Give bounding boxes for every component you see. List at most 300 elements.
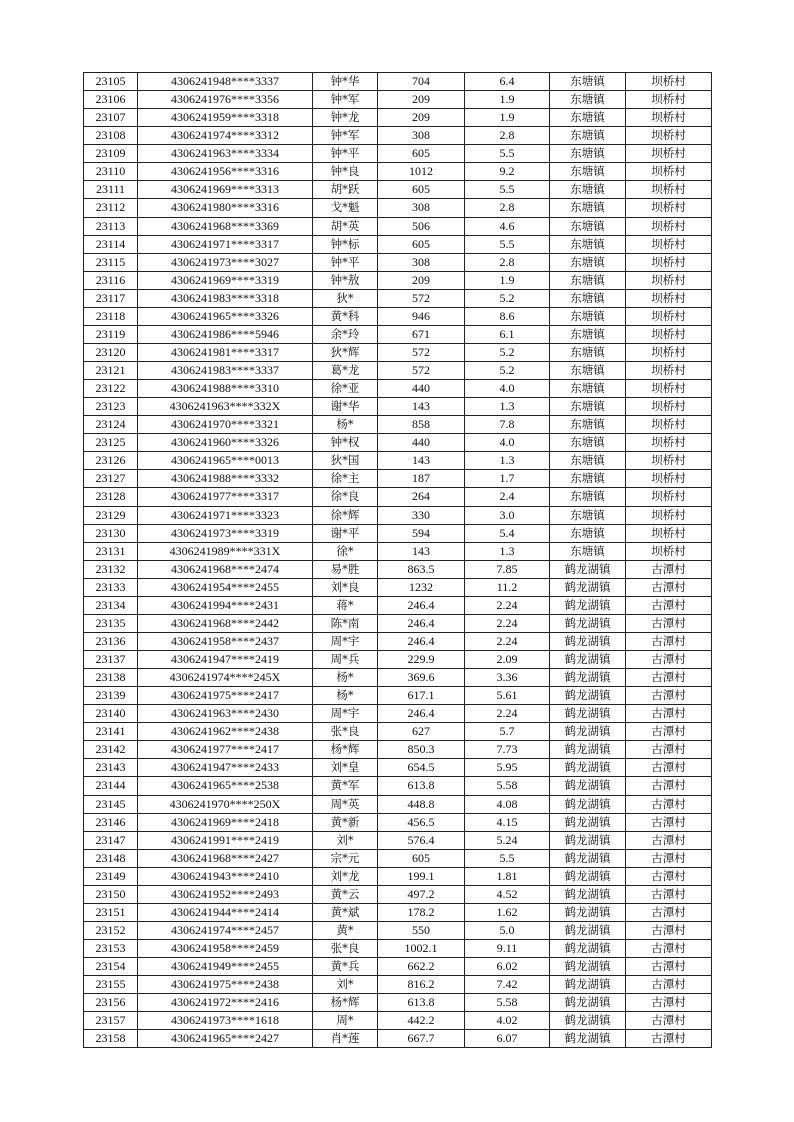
village-cell: 古潭村 bbox=[626, 831, 712, 849]
table-row bbox=[84, 127, 712, 145]
serial-number-cell: 23124 bbox=[84, 416, 138, 434]
name-cell: 周*宇 bbox=[313, 705, 378, 723]
id-number-cell: 4306241960****3326 bbox=[138, 434, 313, 452]
area-cell: 1.81 bbox=[465, 867, 550, 885]
name-cell: 刘* bbox=[313, 976, 378, 994]
town-cell: 鹤龙湖镇 bbox=[550, 921, 626, 939]
table-row bbox=[84, 181, 712, 199]
serial-number-cell: 23130 bbox=[84, 524, 138, 542]
area-cell: 8.6 bbox=[465, 307, 550, 325]
serial-number-cell: 23133 bbox=[84, 578, 138, 596]
area-cell: 2.24 bbox=[465, 705, 550, 723]
name-cell: 黄*科 bbox=[313, 307, 378, 325]
id-number-cell: 4306241968****2442 bbox=[138, 614, 313, 632]
table-row bbox=[84, 235, 712, 253]
id-number-cell: 4306241958****2437 bbox=[138, 632, 313, 650]
serial-number-cell: 23158 bbox=[84, 1030, 138, 1048]
table-row bbox=[84, 542, 712, 560]
serial-number-cell: 23127 bbox=[84, 470, 138, 488]
village-cell: 坝桥村 bbox=[626, 109, 712, 127]
area-cell: 5.24 bbox=[465, 831, 550, 849]
town-cell: 东塘镇 bbox=[550, 181, 626, 199]
amount-cell: 229.9 bbox=[378, 651, 465, 669]
id-number-cell: 4306241968****2427 bbox=[138, 849, 313, 867]
table-row bbox=[84, 759, 712, 777]
serial-number-cell: 23146 bbox=[84, 813, 138, 831]
area-cell: 1.9 bbox=[465, 109, 550, 127]
area-cell: 5.4 bbox=[465, 524, 550, 542]
name-cell: 钟*军 bbox=[313, 91, 378, 109]
serial-number-cell: 23153 bbox=[84, 940, 138, 958]
town-cell: 鹤龙湖镇 bbox=[550, 560, 626, 578]
id-number-cell: 4306241962****2438 bbox=[138, 723, 313, 741]
town-cell: 鹤龙湖镇 bbox=[550, 994, 626, 1012]
village-cell: 古潭村 bbox=[626, 741, 712, 759]
serial-number-cell: 23108 bbox=[84, 127, 138, 145]
town-cell: 鹤龙湖镇 bbox=[550, 813, 626, 831]
village-cell: 坝桥村 bbox=[626, 434, 712, 452]
town-cell: 东塘镇 bbox=[550, 235, 626, 253]
village-cell: 坝桥村 bbox=[626, 398, 712, 416]
area-cell: 5.58 bbox=[465, 994, 550, 1012]
serial-number-cell: 23135 bbox=[84, 614, 138, 632]
id-number-cell: 4306241954****2455 bbox=[138, 578, 313, 596]
name-cell: 杨* bbox=[313, 416, 378, 434]
id-number-cell: 4306241947****2419 bbox=[138, 651, 313, 669]
village-cell: 古潭村 bbox=[626, 651, 712, 669]
village-cell: 古潭村 bbox=[626, 560, 712, 578]
id-number-cell: 4306241943****2410 bbox=[138, 867, 313, 885]
id-number-cell: 4306241988****3332 bbox=[138, 470, 313, 488]
id-number-cell: 4306241973****3027 bbox=[138, 253, 313, 271]
table-row bbox=[84, 163, 712, 181]
town-cell: 东塘镇 bbox=[550, 91, 626, 109]
town-cell: 鹤龙湖镇 bbox=[550, 687, 626, 705]
serial-number-cell: 23132 bbox=[84, 560, 138, 578]
id-number-cell: 4306241968****3369 bbox=[138, 217, 313, 235]
amount-cell: 308 bbox=[378, 127, 465, 145]
village-cell: 古潭村 bbox=[626, 849, 712, 867]
name-cell: 宗*元 bbox=[313, 849, 378, 867]
name-cell: 徐*良 bbox=[313, 488, 378, 506]
village-cell: 古潭村 bbox=[626, 614, 712, 632]
serial-number-cell: 23128 bbox=[84, 488, 138, 506]
serial-number-cell: 23122 bbox=[84, 380, 138, 398]
table-row bbox=[84, 958, 712, 976]
table-row bbox=[84, 741, 712, 759]
amount-cell: 308 bbox=[378, 199, 465, 217]
table-row bbox=[84, 253, 712, 271]
village-cell: 坝桥村 bbox=[626, 362, 712, 380]
id-number-cell: 4306241944****2414 bbox=[138, 903, 313, 921]
id-number-cell: 4306241970****3321 bbox=[138, 416, 313, 434]
town-cell: 东塘镇 bbox=[550, 325, 626, 343]
table-row bbox=[84, 199, 712, 217]
table-row bbox=[84, 488, 712, 506]
id-number-cell: 4306241969****2418 bbox=[138, 813, 313, 831]
serial-number-cell: 23138 bbox=[84, 669, 138, 687]
id-number-cell: 4306241973****1618 bbox=[138, 1012, 313, 1030]
area-cell: 4.08 bbox=[465, 795, 550, 813]
town-cell: 东塘镇 bbox=[550, 163, 626, 181]
area-cell: 2.8 bbox=[465, 199, 550, 217]
name-cell: 周* bbox=[313, 1012, 378, 1030]
area-cell: 1.9 bbox=[465, 91, 550, 109]
amount-cell: 550 bbox=[378, 921, 465, 939]
serial-number-cell: 23145 bbox=[84, 795, 138, 813]
table-row bbox=[84, 795, 712, 813]
serial-number-cell: 23143 bbox=[84, 759, 138, 777]
amount-cell: 704 bbox=[378, 73, 465, 91]
serial-number-cell: 23125 bbox=[84, 434, 138, 452]
area-cell: 7.73 bbox=[465, 741, 550, 759]
name-cell: 陈*南 bbox=[313, 614, 378, 632]
serial-number-cell: 23111 bbox=[84, 181, 138, 199]
amount-cell: 442.2 bbox=[378, 1012, 465, 1030]
amount-cell: 209 bbox=[378, 109, 465, 127]
name-cell: 黄*新 bbox=[313, 813, 378, 831]
records-table-body bbox=[84, 73, 712, 1048]
town-cell: 鹤龙湖镇 bbox=[550, 723, 626, 741]
id-number-cell: 4306241977****2417 bbox=[138, 741, 313, 759]
town-cell: 东塘镇 bbox=[550, 452, 626, 470]
village-cell: 古潭村 bbox=[626, 669, 712, 687]
name-cell: 张*良 bbox=[313, 723, 378, 741]
table-row bbox=[84, 651, 712, 669]
area-cell: 4.15 bbox=[465, 813, 550, 831]
town-cell: 鹤龙湖镇 bbox=[550, 705, 626, 723]
amount-cell: 572 bbox=[378, 343, 465, 361]
amount-cell: 613.8 bbox=[378, 777, 465, 795]
table-row bbox=[84, 307, 712, 325]
name-cell: 钟*华 bbox=[313, 73, 378, 91]
amount-cell: 576.4 bbox=[378, 831, 465, 849]
town-cell: 东塘镇 bbox=[550, 380, 626, 398]
town-cell: 鹤龙湖镇 bbox=[550, 651, 626, 669]
name-cell: 黄*兵 bbox=[313, 958, 378, 976]
table-row bbox=[84, 109, 712, 127]
town-cell: 鹤龙湖镇 bbox=[550, 795, 626, 813]
table-row bbox=[84, 434, 712, 452]
table-row bbox=[84, 560, 712, 578]
amount-cell: 246.4 bbox=[378, 614, 465, 632]
amount-cell: 1232 bbox=[378, 578, 465, 596]
id-number-cell: 4306241965****2538 bbox=[138, 777, 313, 795]
table-row bbox=[84, 578, 712, 596]
village-cell: 坝桥村 bbox=[626, 289, 712, 307]
name-cell: 易*胜 bbox=[313, 560, 378, 578]
town-cell: 东塘镇 bbox=[550, 343, 626, 361]
area-cell: 2.24 bbox=[465, 632, 550, 650]
name-cell: 杨*辉 bbox=[313, 741, 378, 759]
area-cell: 5.2 bbox=[465, 362, 550, 380]
area-cell: 1.9 bbox=[465, 271, 550, 289]
amount-cell: 627 bbox=[378, 723, 465, 741]
amount-cell: 572 bbox=[378, 362, 465, 380]
serial-number-cell: 23141 bbox=[84, 723, 138, 741]
village-cell: 古潭村 bbox=[626, 940, 712, 958]
amount-cell: 662.2 bbox=[378, 958, 465, 976]
town-cell: 鹤龙湖镇 bbox=[550, 885, 626, 903]
name-cell: 肖*莲 bbox=[313, 1030, 378, 1048]
serial-number-cell: 23116 bbox=[84, 271, 138, 289]
amount-cell: 863.5 bbox=[378, 560, 465, 578]
town-cell: 东塘镇 bbox=[550, 416, 626, 434]
village-cell: 古潭村 bbox=[626, 777, 712, 795]
area-cell: 9.2 bbox=[465, 163, 550, 181]
village-cell: 坝桥村 bbox=[626, 307, 712, 325]
amount-cell: 178.2 bbox=[378, 903, 465, 921]
village-cell: 坝桥村 bbox=[626, 73, 712, 91]
serial-number-cell: 23118 bbox=[84, 307, 138, 325]
village-cell: 古潭村 bbox=[626, 921, 712, 939]
amount-cell: 671 bbox=[378, 325, 465, 343]
town-cell: 东塘镇 bbox=[550, 289, 626, 307]
village-cell: 古潭村 bbox=[626, 759, 712, 777]
village-cell: 坝桥村 bbox=[626, 199, 712, 217]
name-cell: 杨* bbox=[313, 687, 378, 705]
table-row bbox=[84, 614, 712, 632]
table-row bbox=[84, 343, 712, 361]
name-cell: 周*兵 bbox=[313, 651, 378, 669]
serial-number-cell: 23156 bbox=[84, 994, 138, 1012]
area-cell: 5.5 bbox=[465, 849, 550, 867]
village-cell: 坝桥村 bbox=[626, 506, 712, 524]
town-cell: 鹤龙湖镇 bbox=[550, 976, 626, 994]
name-cell: 葛*龙 bbox=[313, 362, 378, 380]
town-cell: 东塘镇 bbox=[550, 506, 626, 524]
village-cell: 坝桥村 bbox=[626, 343, 712, 361]
table-row bbox=[84, 831, 712, 849]
name-cell: 钟*敖 bbox=[313, 271, 378, 289]
area-cell: 1.62 bbox=[465, 903, 550, 921]
id-number-cell: 4306241989****331X bbox=[138, 542, 313, 560]
area-cell: 5.7 bbox=[465, 723, 550, 741]
town-cell: 鹤龙湖镇 bbox=[550, 831, 626, 849]
table-row bbox=[84, 470, 712, 488]
town-cell: 鹤龙湖镇 bbox=[550, 777, 626, 795]
id-number-cell: 4306241974****245X bbox=[138, 669, 313, 687]
table-row bbox=[84, 416, 712, 434]
name-cell: 刘*皇 bbox=[313, 759, 378, 777]
id-number-cell: 4306241948****3337 bbox=[138, 73, 313, 91]
table-row bbox=[84, 669, 712, 687]
town-cell: 鹤龙湖镇 bbox=[550, 867, 626, 885]
serial-number-cell: 23113 bbox=[84, 217, 138, 235]
amount-cell: 617.1 bbox=[378, 687, 465, 705]
id-number-cell: 4306241975****2417 bbox=[138, 687, 313, 705]
town-cell: 鹤龙湖镇 bbox=[550, 849, 626, 867]
amount-cell: 594 bbox=[378, 524, 465, 542]
area-cell: 3.36 bbox=[465, 669, 550, 687]
serial-number-cell: 23136 bbox=[84, 632, 138, 650]
serial-number-cell: 23139 bbox=[84, 687, 138, 705]
id-number-cell: 4306241994****2431 bbox=[138, 596, 313, 614]
table-row bbox=[84, 940, 712, 958]
table-row bbox=[84, 596, 712, 614]
name-cell: 周*英 bbox=[313, 795, 378, 813]
table-row bbox=[84, 867, 712, 885]
amount-cell: 506 bbox=[378, 217, 465, 235]
id-number-cell: 4306241959****3318 bbox=[138, 109, 313, 127]
table-row bbox=[84, 145, 712, 163]
town-cell: 东塘镇 bbox=[550, 362, 626, 380]
table-row bbox=[84, 380, 712, 398]
village-cell: 坝桥村 bbox=[626, 542, 712, 560]
village-cell: 古潭村 bbox=[626, 958, 712, 976]
id-number-cell: 4306241968****2474 bbox=[138, 560, 313, 578]
id-number-cell: 4306241991****2419 bbox=[138, 831, 313, 849]
serial-number-cell: 23148 bbox=[84, 849, 138, 867]
amount-cell: 246.4 bbox=[378, 596, 465, 614]
village-cell: 古潭村 bbox=[626, 596, 712, 614]
town-cell: 东塘镇 bbox=[550, 145, 626, 163]
name-cell: 周*宇 bbox=[313, 632, 378, 650]
village-cell: 坝桥村 bbox=[626, 524, 712, 542]
village-cell: 坝桥村 bbox=[626, 127, 712, 145]
town-cell: 东塘镇 bbox=[550, 524, 626, 542]
area-cell: 6.07 bbox=[465, 1030, 550, 1048]
id-number-cell: 4306241974****3312 bbox=[138, 127, 313, 145]
town-cell: 鹤龙湖镇 bbox=[550, 741, 626, 759]
serial-number-cell: 23129 bbox=[84, 506, 138, 524]
town-cell: 东塘镇 bbox=[550, 73, 626, 91]
town-cell: 东塘镇 bbox=[550, 434, 626, 452]
amount-cell: 143 bbox=[378, 542, 465, 560]
area-cell: 1.7 bbox=[465, 470, 550, 488]
name-cell: 徐* bbox=[313, 542, 378, 560]
serial-number-cell: 23109 bbox=[84, 145, 138, 163]
table-row bbox=[84, 506, 712, 524]
amount-cell: 654.5 bbox=[378, 759, 465, 777]
area-cell: 9.11 bbox=[465, 940, 550, 958]
id-number-cell: 4306241980****3316 bbox=[138, 199, 313, 217]
id-number-cell: 4306241988****3310 bbox=[138, 380, 313, 398]
area-cell: 5.5 bbox=[465, 145, 550, 163]
area-cell: 7.42 bbox=[465, 976, 550, 994]
village-cell: 古潭村 bbox=[626, 1012, 712, 1030]
village-cell: 古潭村 bbox=[626, 705, 712, 723]
village-cell: 古潭村 bbox=[626, 687, 712, 705]
table-row bbox=[84, 705, 712, 723]
amount-cell: 816.2 bbox=[378, 976, 465, 994]
id-number-cell: 4306241977****3317 bbox=[138, 488, 313, 506]
amount-cell: 209 bbox=[378, 271, 465, 289]
town-cell: 东塘镇 bbox=[550, 488, 626, 506]
serial-number-cell: 23117 bbox=[84, 289, 138, 307]
name-cell: 钟*龙 bbox=[313, 109, 378, 127]
town-cell: 东塘镇 bbox=[550, 199, 626, 217]
amount-cell: 946 bbox=[378, 307, 465, 325]
town-cell: 东塘镇 bbox=[550, 127, 626, 145]
town-cell: 鹤龙湖镇 bbox=[550, 759, 626, 777]
id-number-cell: 4306241969****3319 bbox=[138, 271, 313, 289]
name-cell: 钟*权 bbox=[313, 434, 378, 452]
area-cell: 7.8 bbox=[465, 416, 550, 434]
table-row bbox=[84, 976, 712, 994]
id-number-cell: 4306241972****2416 bbox=[138, 994, 313, 1012]
id-number-cell: 4306241963****3334 bbox=[138, 145, 313, 163]
town-cell: 鹤龙湖镇 bbox=[550, 958, 626, 976]
town-cell: 东塘镇 bbox=[550, 253, 626, 271]
village-cell: 坝桥村 bbox=[626, 325, 712, 343]
table-row bbox=[84, 398, 712, 416]
town-cell: 鹤龙湖镇 bbox=[550, 669, 626, 687]
serial-number-cell: 23155 bbox=[84, 976, 138, 994]
table-row bbox=[84, 813, 712, 831]
id-number-cell: 4306241976****3356 bbox=[138, 91, 313, 109]
table-row bbox=[84, 723, 712, 741]
amount-cell: 497.2 bbox=[378, 885, 465, 903]
amount-cell: 246.4 bbox=[378, 705, 465, 723]
table-row bbox=[84, 994, 712, 1012]
village-cell: 坝桥村 bbox=[626, 452, 712, 470]
area-cell: 1.3 bbox=[465, 542, 550, 560]
amount-cell: 330 bbox=[378, 506, 465, 524]
serial-number-cell: 23105 bbox=[84, 73, 138, 91]
village-cell: 古潭村 bbox=[626, 723, 712, 741]
amount-cell: 1002.1 bbox=[378, 940, 465, 958]
town-cell: 鹤龙湖镇 bbox=[550, 1012, 626, 1030]
amount-cell: 246.4 bbox=[378, 632, 465, 650]
name-cell: 黄*斌 bbox=[313, 903, 378, 921]
id-number-cell: 4306241965****2427 bbox=[138, 1030, 313, 1048]
amount-cell: 605 bbox=[378, 181, 465, 199]
town-cell: 鹤龙湖镇 bbox=[550, 596, 626, 614]
area-cell: 5.0 bbox=[465, 921, 550, 939]
village-cell: 坝桥村 bbox=[626, 488, 712, 506]
amount-cell: 667.7 bbox=[378, 1030, 465, 1048]
name-cell: 钟*良 bbox=[313, 163, 378, 181]
serial-number-cell: 23106 bbox=[84, 91, 138, 109]
area-cell: 5.61 bbox=[465, 687, 550, 705]
town-cell: 鹤龙湖镇 bbox=[550, 903, 626, 921]
serial-number-cell: 23150 bbox=[84, 885, 138, 903]
name-cell: 黄*云 bbox=[313, 885, 378, 903]
town-cell: 东塘镇 bbox=[550, 542, 626, 560]
town-cell: 鹤龙湖镇 bbox=[550, 632, 626, 650]
name-cell: 余*玲 bbox=[313, 325, 378, 343]
serial-number-cell: 23142 bbox=[84, 741, 138, 759]
town-cell: 东塘镇 bbox=[550, 307, 626, 325]
table-row bbox=[84, 1030, 712, 1048]
area-cell: 6.4 bbox=[465, 73, 550, 91]
table-row bbox=[84, 217, 712, 235]
table-row bbox=[84, 452, 712, 470]
serial-number-cell: 23110 bbox=[84, 163, 138, 181]
name-cell: 狄* bbox=[313, 289, 378, 307]
town-cell: 鹤龙湖镇 bbox=[550, 940, 626, 958]
town-cell: 东塘镇 bbox=[550, 398, 626, 416]
name-cell: 黄*军 bbox=[313, 777, 378, 795]
amount-cell: 605 bbox=[378, 849, 465, 867]
table-row bbox=[84, 271, 712, 289]
area-cell: 2.8 bbox=[465, 253, 550, 271]
id-number-cell: 4306241983****3318 bbox=[138, 289, 313, 307]
name-cell: 杨* bbox=[313, 669, 378, 687]
serial-number-cell: 23140 bbox=[84, 705, 138, 723]
name-cell: 蒋* bbox=[313, 596, 378, 614]
name-cell: 钟*平 bbox=[313, 253, 378, 271]
table-row bbox=[84, 524, 712, 542]
town-cell: 东塘镇 bbox=[550, 109, 626, 127]
amount-cell: 143 bbox=[378, 452, 465, 470]
serial-number-cell: 23112 bbox=[84, 199, 138, 217]
id-number-cell: 4306241973****3319 bbox=[138, 524, 313, 542]
id-number-cell: 4306241974****2457 bbox=[138, 921, 313, 939]
table-row bbox=[84, 289, 712, 307]
village-cell: 古潭村 bbox=[626, 578, 712, 596]
